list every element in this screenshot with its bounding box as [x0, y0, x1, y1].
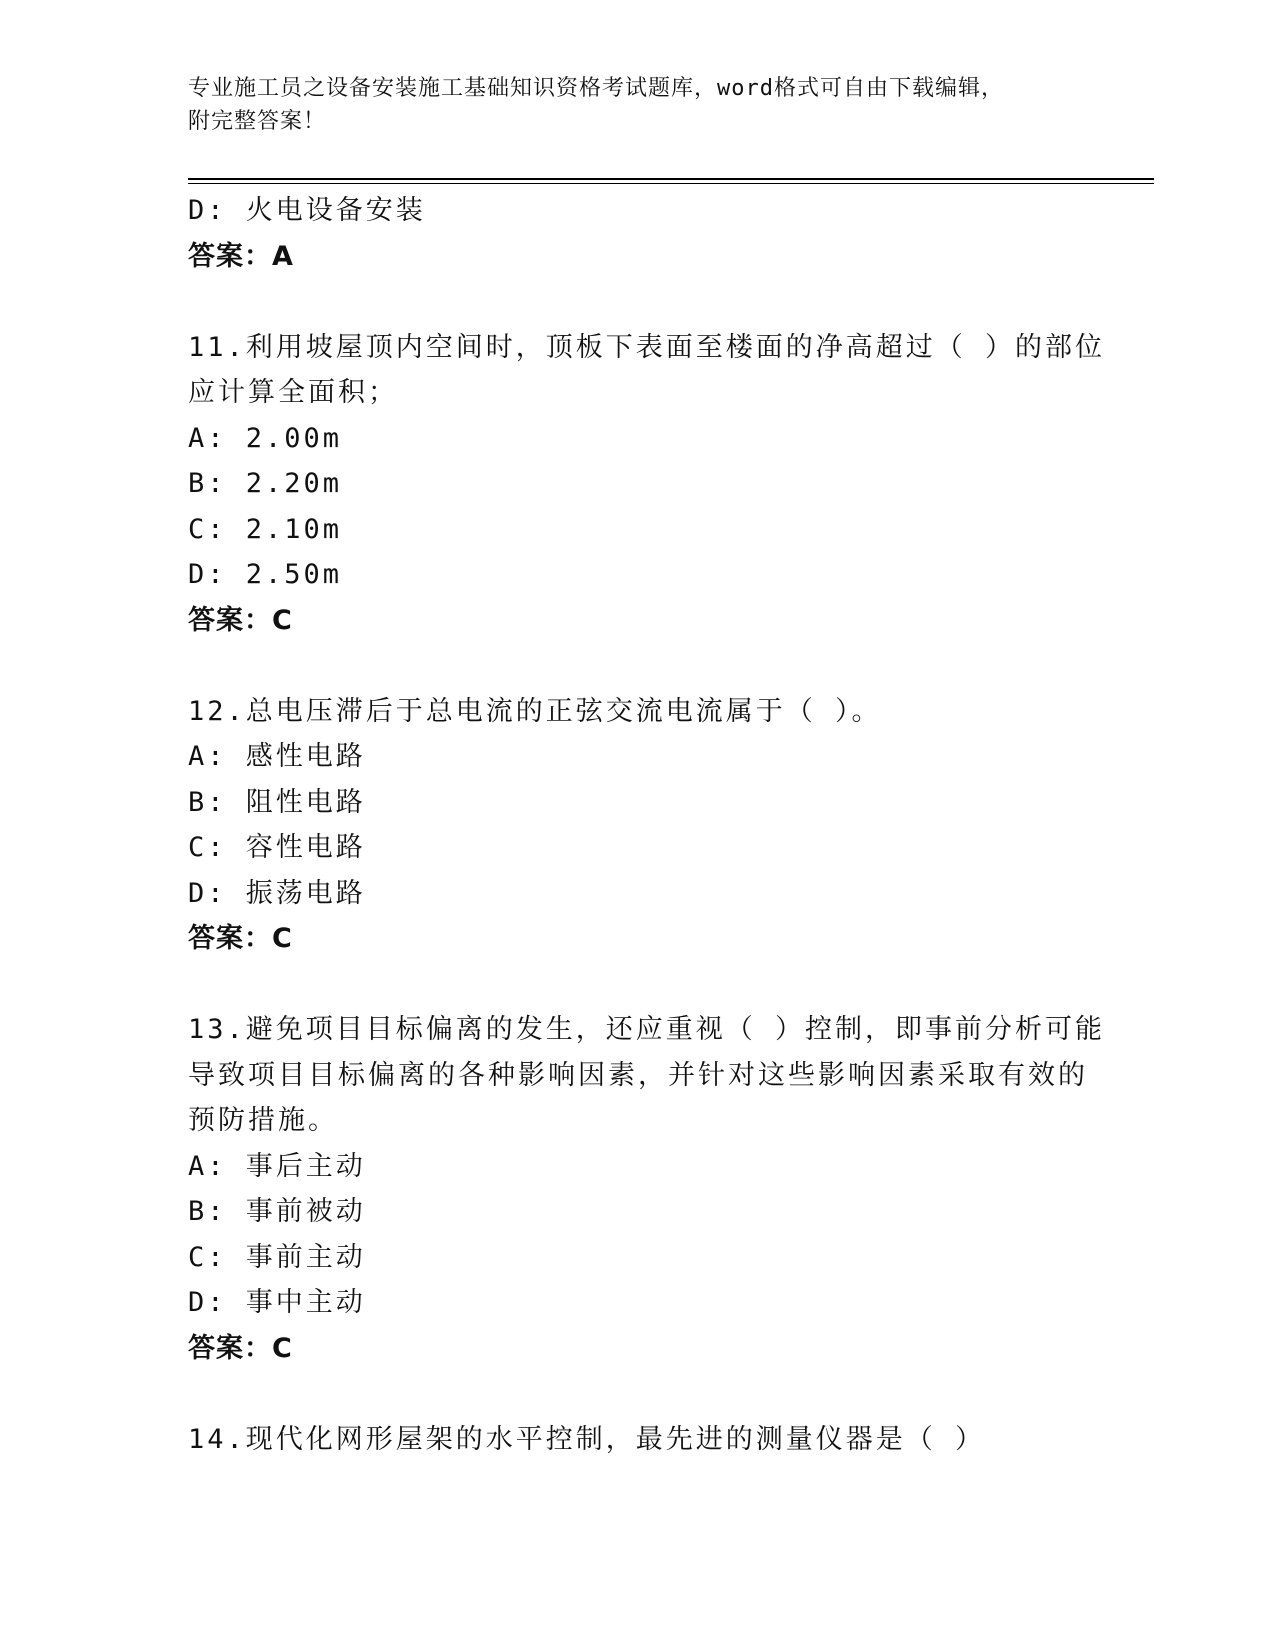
- question-list: [188, 188, 1106, 1462]
- question-stem: 11.利用坡屋顶内空间时，顶板下表面至楼面的净高超过（ ）的部位: [188, 331, 1106, 363]
- document-header: [188, 72, 1068, 138]
- header-divider-thin: [188, 183, 1154, 184]
- option-c: C: 事前主动: [188, 1241, 366, 1273]
- option-d: D: 2.50m: [188, 559, 343, 590]
- option-a: A: 2.00m: [188, 422, 343, 454]
- question-block-13: [188, 1007, 1106, 1371]
- option-d: D: 火电设备安装: [188, 195, 426, 226]
- answer-line: 答案：A: [188, 240, 294, 272]
- question-block-11: [188, 325, 1106, 644]
- question-block-10: [188, 188, 1088, 279]
- question-block-12: [188, 689, 1088, 962]
- header-line-1: 专业施工员之设备安装施工基础知识资格考试题库，word格式可自由下载编辑，: [188, 76, 1004, 101]
- answer-line: 答案：C: [188, 923, 293, 954]
- option-b: B: 事前被动: [188, 1196, 366, 1227]
- option-b: B: 2.20m: [188, 468, 343, 499]
- question-stem: 13.避免项目目标偏离的发生，还应重视（ ）控制，即事前分析可能: [188, 1014, 1106, 1045]
- question-stem: 12.总电压滞后于总电流的正弦交流电流属于（ ）。: [188, 695, 882, 727]
- header-divider-thick: [188, 178, 1154, 180]
- spacer: [188, 962, 1088, 1008]
- spacer: [188, 279, 1088, 325]
- option-a: A: 感性电路: [188, 741, 366, 772]
- spacer: [188, 643, 1088, 689]
- header-line-2: 附完整答案！: [188, 109, 327, 134]
- option-b: B: 阻性电路: [188, 786, 366, 818]
- question-stem: 应计算全面积；: [188, 377, 398, 408]
- question-stem: 导致项目目标偏离的各种影响因素，并针对这些影响因素采取有效的: [188, 1059, 1088, 1091]
- answer-line: 答案：C: [188, 1332, 293, 1364]
- question-stem: 14.现代化网形屋架的水平控制，最先进的测量仪器是（ ）: [188, 1423, 986, 1455]
- option-d: D: 事中主动: [188, 1287, 366, 1318]
- spacer: [188, 1371, 1088, 1417]
- question-stem: 预防措施。: [188, 1105, 338, 1136]
- answer-line: 答案：C: [188, 604, 293, 636]
- option-a: A: 事后主动: [188, 1150, 366, 1182]
- option-c: C: 2.10m: [188, 513, 343, 545]
- option-c: C: 容性电路: [188, 832, 366, 863]
- option-d: D: 振荡电路: [188, 877, 366, 909]
- question-block-14: [188, 1417, 1088, 1463]
